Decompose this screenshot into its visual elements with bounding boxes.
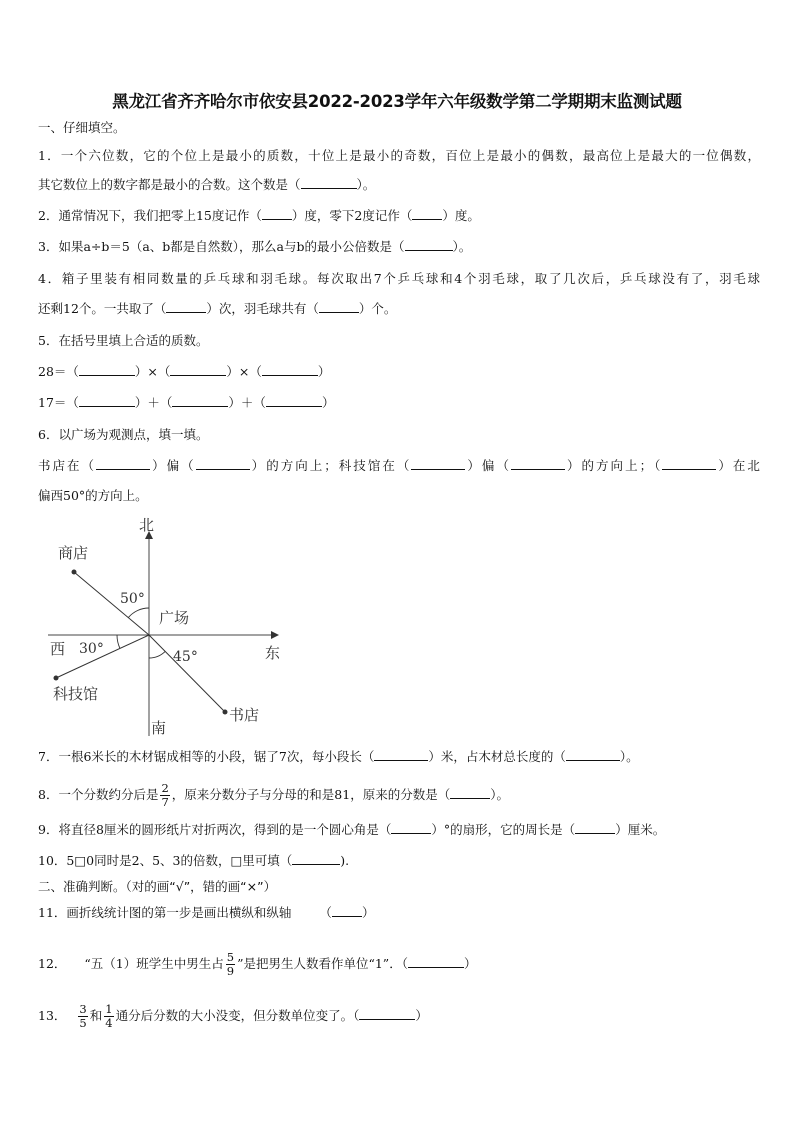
answer-blank[interactable]	[319, 300, 359, 313]
question-number: 7．	[38, 749, 59, 764]
fraction-denominator: 4	[105, 1016, 113, 1030]
store-point	[72, 570, 77, 575]
question-text: ）度。	[442, 208, 480, 223]
question-3	[38, 238, 760, 256]
section-2-heading: 二、准确判断。（对的画“√”，错的画“×”）	[38, 879, 277, 894]
answer-blank[interactable]	[79, 363, 135, 376]
question-number: 3．	[38, 239, 59, 254]
question-text: ）偏（	[150, 458, 196, 473]
question-text: 如果a÷b＝5（a、b都是自然数），那么a与b的最小公倍数是（	[58, 239, 405, 254]
question-text: ）偏（	[465, 458, 511, 473]
question-number: 10．	[38, 853, 67, 868]
answer-blank[interactable]	[262, 363, 318, 376]
question-text: 和	[89, 1008, 103, 1023]
question-text: 一个分数约分后是	[58, 787, 159, 802]
question-text: ）次，羽毛球共有（	[206, 301, 319, 316]
question-text: 28＝（	[38, 364, 79, 379]
question-number: 2．	[38, 208, 59, 223]
question-1-line-1	[38, 147, 760, 165]
question-text: ）厘米。	[615, 822, 666, 837]
question-text: ）×（	[134, 364, 171, 379]
question-text: 通分后分数的大小没变，但分数单位变了。（	[115, 1008, 360, 1023]
question-4-line-1	[38, 270, 760, 288]
label-west: 西	[50, 640, 66, 658]
answer-blank[interactable]	[450, 786, 490, 799]
question-text: ）	[317, 364, 331, 379]
question-text: ）	[415, 1008, 428, 1023]
question-text: ）。	[490, 787, 509, 802]
question-text: ）个。	[358, 301, 397, 316]
fraction-numerator: 5	[226, 950, 235, 964]
question-5-row-1	[38, 363, 760, 381]
museum-point	[54, 676, 59, 681]
answer-blank[interactable]	[511, 457, 565, 470]
fraction-denominator: 7	[161, 795, 169, 809]
question-text: ).	[340, 853, 350, 868]
fraction-denominator: 5	[79, 1016, 87, 1030]
answer-blank[interactable]	[79, 394, 135, 407]
question-4-line-2	[38, 300, 760, 318]
arc-50	[128, 608, 149, 618]
question-text: （	[319, 905, 332, 920]
question-text: 画折线统计图的第一步是画出横纵和纵轴	[66, 905, 292, 920]
question-text: ）°的扇形，它的周长是（	[431, 822, 576, 837]
question-2	[38, 207, 760, 225]
fraction-numerator: 3	[79, 1002, 87, 1016]
question-number: 11．	[38, 905, 67, 920]
fraction	[160, 782, 169, 809]
section-1-heading: 一、仔细填空。	[38, 120, 126, 135]
question-text: ）米，占木材总长度的（	[428, 749, 566, 764]
fraction	[226, 951, 235, 978]
question-number: 5．	[38, 333, 59, 348]
question-7	[38, 748, 760, 766]
question-text: “五（1）班学生中男生占	[84, 956, 224, 971]
question-6-line-2	[38, 457, 760, 475]
answer-blank[interactable]	[405, 238, 453, 251]
answer-blank[interactable]	[301, 176, 357, 189]
question-number: 12．	[38, 956, 67, 971]
answer-blank[interactable]	[662, 457, 716, 470]
question-text: 一根6米长的木材锯成相等的小段，锯了7次，每小段长（	[58, 749, 375, 764]
ray-bookstore	[149, 635, 225, 712]
question-text: ）在北	[716, 458, 760, 473]
question-text: 书店在（	[38, 458, 97, 473]
question-1-line-2	[38, 176, 760, 194]
answer-blank[interactable]	[170, 363, 226, 376]
question-text: ”是把男生人数看作单位“1”．（	[237, 956, 408, 971]
fraction-denominator: 9	[226, 964, 235, 978]
question-text: ）度，零下2度记作（	[291, 208, 413, 223]
question-text: ，原来分数分子与分母的和是81，原来的分数是（	[171, 787, 451, 802]
answer-blank[interactable]	[292, 852, 340, 865]
label-store: 商店	[58, 544, 89, 562]
question-text: ）＋（	[228, 395, 266, 410]
label-bookstore: 书店	[229, 706, 260, 724]
direction-diagram	[38, 508, 308, 740]
question-9	[38, 821, 760, 839]
question-5	[38, 332, 760, 350]
answer-blank[interactable]	[266, 394, 322, 407]
label-south: 南	[151, 719, 167, 737]
fraction-numerator: 2	[161, 781, 169, 795]
bookstore-point	[223, 710, 228, 715]
question-10	[38, 852, 760, 870]
question-11	[38, 904, 760, 922]
question-text: ）的方向上；科技馆在（	[249, 458, 412, 473]
answer-blank[interactable]	[575, 821, 615, 834]
answer-blank[interactable]	[262, 207, 292, 220]
question-12	[38, 951, 760, 978]
question-number: 9．	[38, 822, 59, 837]
question-number: 1．	[38, 148, 61, 163]
question-number: 8．	[38, 787, 59, 802]
question-number: 6．	[38, 427, 59, 442]
arc-45	[149, 651, 165, 658]
question-text: 还剩12个。一共取了（	[38, 301, 167, 316]
label-east: 东	[265, 644, 281, 662]
question-6	[38, 426, 760, 444]
question-text: 以广场为观测点，填一填。	[58, 427, 209, 442]
question-number: 4．	[38, 271, 62, 286]
question-text: 通常情况下，我们把零上15度记作（	[58, 208, 262, 223]
question-text: ）×（	[226, 364, 262, 379]
question-number: 13．	[38, 1008, 67, 1023]
question-text: 箱子里装有相同数量的乒乓球和羽毛球。每次取出7个乒乓球和4个羽毛球，取了几次后，乒乓球没有了，羽毛球	[61, 271, 760, 286]
question-8	[38, 782, 760, 809]
page-title: 黑龙江省齐齐哈尔市依安县2022-2023学年六年级数学第二学期期末监测试题	[112, 92, 682, 111]
question-text: ）	[463, 956, 477, 971]
question-text: 其它数位上的数字都是最小的合数。这个数是（	[38, 177, 301, 192]
label-north: 北	[139, 516, 155, 534]
question-text: 一个六位数，它的个位上是最小的质数，十位上是最小的奇数，百位上是最小的偶数，最高位上是最大的一位偶数，	[60, 148, 760, 163]
question-text: ）	[361, 905, 375, 920]
question-13	[38, 1003, 760, 1030]
label-angle-30: 30°	[79, 641, 104, 657]
label-angle-45: 45°	[173, 649, 198, 665]
question-text: ）。	[356, 177, 376, 192]
answer-blank[interactable]	[172, 394, 228, 407]
label-angle-50: 50°	[120, 591, 145, 607]
question-text: 将直径8厘米的圆形纸片对折两次，得到的是一个圆心角是（	[58, 822, 392, 837]
question-text: 5□0同时是2、5、3的倍数，□里可填（	[66, 853, 293, 868]
answer-blank[interactable]	[412, 207, 442, 220]
fraction	[78, 1003, 87, 1030]
question-5-row-2	[38, 394, 760, 412]
question-text: ）。	[452, 239, 472, 254]
arc-30	[117, 635, 120, 649]
answer-blank[interactable]	[411, 457, 465, 470]
label-plaza: 广场	[159, 609, 190, 627]
question-text: ）的方向上；（	[564, 458, 663, 473]
label-museum: 科技馆	[53, 685, 99, 703]
answer-blank[interactable]	[391, 821, 431, 834]
answer-blank[interactable]	[359, 1007, 415, 1020]
question-text: ）＋（	[134, 395, 173, 410]
answer-blank[interactable]	[166, 300, 206, 313]
fraction-numerator: 1	[105, 1002, 113, 1016]
answer-blank[interactable]	[374, 748, 428, 761]
answer-blank[interactable]	[566, 748, 620, 761]
fraction	[104, 1003, 113, 1030]
question-text: ）	[321, 395, 335, 410]
answer-blank[interactable]	[408, 955, 464, 968]
answer-blank[interactable]	[332, 904, 362, 917]
answer-blank[interactable]	[196, 457, 250, 470]
question-text: 17＝（	[38, 395, 79, 410]
answer-blank[interactable]	[96, 457, 150, 470]
question-6-line-3: 偏西50°的方向上。	[38, 488, 148, 503]
question-text: ）。	[619, 749, 639, 764]
question-text: 在括号里填上合适的质数。	[58, 333, 209, 348]
